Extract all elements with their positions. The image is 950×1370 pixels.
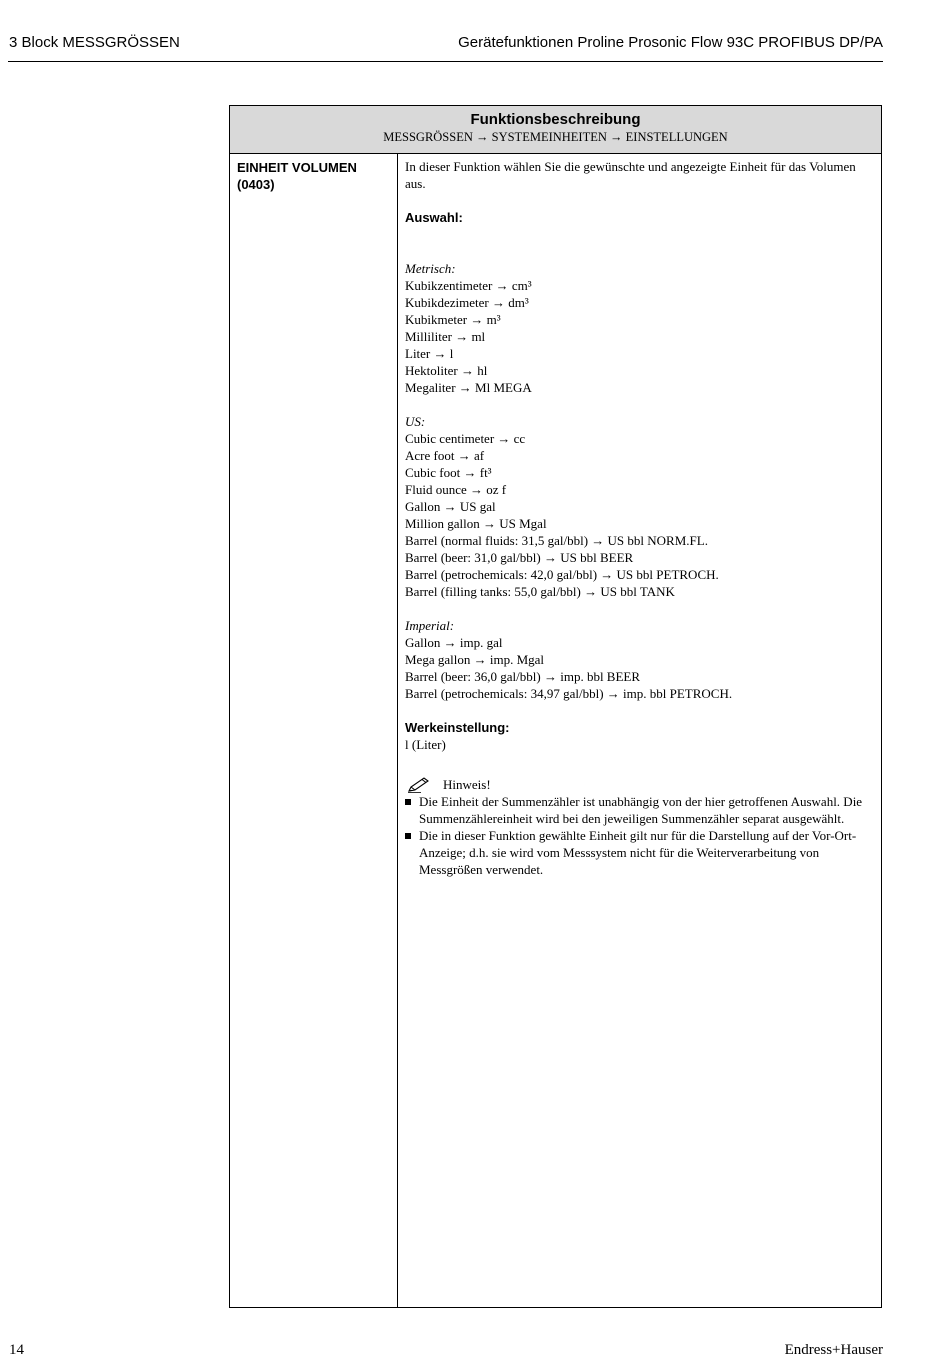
list-item: Barrel (petrochemicals: 34,97 gal/bbl) → imp. bbl PETROCH.	[405, 686, 733, 701]
header-document-title: Gerätefunktionen Proline Prosonic Flow 93C PROFIBUS DP/PA	[458, 34, 883, 51]
note-item	[405, 827, 875, 878]
note-text: Die Einheit der Summenzähler ist unabhängig von der hier getroffenen Auswahl. Die Summenzählereinheit wird bei den jeweiligen Summenzähler separat ausgewählt.	[419, 794, 863, 826]
list-item: Barrel (beer: 31,0 gal/bbl) → US bbl BEER	[405, 550, 634, 565]
list-item: Mega gallon → imp. Mgal	[405, 652, 545, 667]
list-item: Kubikmeter → m³	[405, 312, 501, 327]
factory-setting-label: Werkeinstellung:	[405, 720, 510, 735]
function-name: EINHEIT VOLUMEN	[237, 160, 357, 175]
pencil-icon	[407, 777, 431, 793]
note-label: Hinweis!	[443, 777, 491, 792]
list-item: Barrel (beer: 36,0 gal/bbl) → imp. bbl BEER	[405, 669, 641, 684]
note-heading	[405, 776, 875, 793]
note-item	[405, 793, 875, 827]
table-header	[230, 106, 881, 154]
us-list	[405, 430, 875, 600]
intro-text: In dieser Funktion wählen Sie die gewünschte und angezeigte Einheit für das Volumen aus.	[405, 159, 856, 191]
metric-label: Metrisch:	[405, 261, 456, 276]
list-item: Gallon → US gal	[405, 499, 496, 514]
factory-setting-value: l (Liter)	[405, 737, 446, 752]
imperial-label: Imperial:	[405, 618, 455, 633]
table-breadcrumb: MESSGRÖSSEN → SYSTEMEINHEITEN → EINSTELLUNGEN	[383, 130, 728, 144]
list-item: Cubic foot → ft³	[405, 465, 492, 480]
list-item: Million gallon → US Mgal	[405, 516, 547, 531]
list-item: Acre foot → af	[405, 448, 485, 463]
list-item: Hektoliter → hl	[405, 363, 488, 378]
header-divider	[8, 61, 883, 62]
us-label: US:	[405, 414, 426, 429]
list-item: Barrel (filling tanks: 55,0 gal/bbl) → US bbl TANK	[405, 584, 675, 599]
list-item: Megaliter → Ml MEGA	[405, 380, 532, 395]
list-item: Liter → l	[405, 346, 454, 361]
function-name-cell	[230, 154, 398, 1307]
function-description-cell	[399, 154, 881, 1307]
table-title: Funktionsbeschreibung	[470, 111, 641, 128]
note-text: Die in dieser Funktion gewählte Einheit gilt nur für die Darstellung auf der Vor-Ort-Anzeige; d.h. sie wird vom Messsystem nicht für die Weiterverarbeitung von Messgrößen verwendet.	[419, 828, 857, 877]
list-item: Barrel (petrochemicals: 42,0 gal/bbl) → US bbl PETROCH.	[405, 567, 719, 582]
function-code: (0403)	[237, 177, 275, 192]
bullet-icon	[405, 833, 411, 839]
bullet-icon	[405, 799, 411, 805]
function-table	[229, 105, 882, 1308]
list-item: Kubikzentimeter → cm³	[405, 278, 532, 293]
header-chapter: 3 Block MESSGRÖSSEN	[9, 34, 180, 51]
list-item: Gallon → imp. gal	[405, 635, 503, 650]
list-item: Fluid ounce → oz f	[405, 482, 507, 497]
list-item: Milliliter → ml	[405, 329, 486, 344]
list-item: Kubikdezimeter → dm³	[405, 295, 529, 310]
list-item: Barrel (normal fluids: 31,5 gal/bbl) → US bbl NORM.FL.	[405, 533, 708, 548]
metric-list	[405, 277, 875, 396]
selection-label: Auswahl:	[405, 210, 463, 225]
footer-brand: Endress+Hauser	[784, 1342, 883, 1358]
page-number: 14	[9, 1342, 24, 1358]
imperial-list	[405, 634, 875, 702]
list-item: Cubic centimeter → cc	[405, 431, 526, 446]
